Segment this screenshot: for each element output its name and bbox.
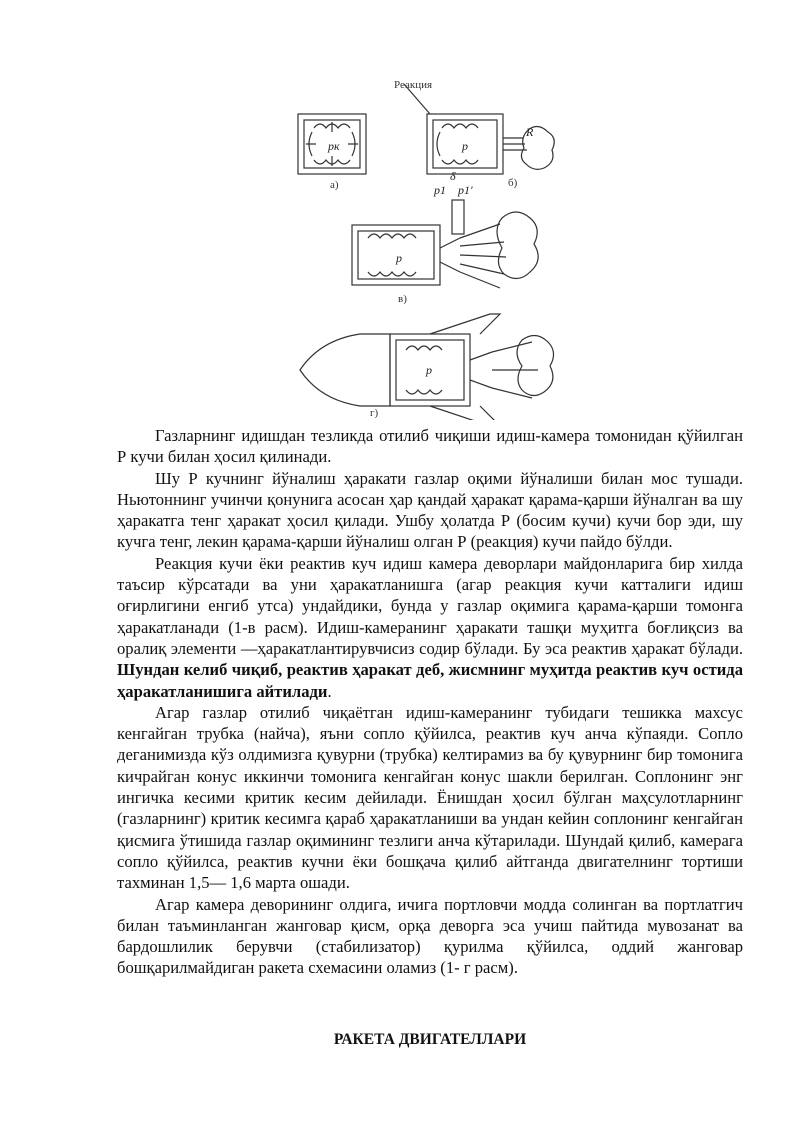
- label-p-b: p: [462, 139, 468, 153]
- paragraph-3: [117, 553, 743, 702]
- label-p-g: p: [426, 363, 432, 377]
- rocket-diagram: [270, 70, 570, 420]
- label-p-v: p: [396, 251, 402, 265]
- paragraph-4: Агар газлар отилиб чиқаётган идиш-камеранинг тубидаги тешикка махсус кенгайган трубка (найча), яъни сопло қўйилса, реактив куч анча кўпаяди. Сопло деганимизда кўз олдимизга қувурни (трубка) келтирамиз ва бу қувурнинг бир томонига кичрайган конус иккинчи томонига кенгайган конус шакли берилган. Соплонинг энг ингичка кесими критик кесим дейилади. Ёнишдан ҳосил бўлган маҳсулотларнинг (газларнинг) критик кесимга қараб ҳаракатланиши ва ундан кейин соплонинг кенгайган қисмига ўтишида газлар оқимининг тезлиги анча кўтарилади. Шундай қилиб, камерага сопло қўйилса, реактив кучни ёки бошқача қилиб айтганда двигателнинг тортиши тахминан 1,5— 1,6 марта ошади.: [117, 702, 743, 893]
- label-p1-prime: p1': [458, 183, 473, 197]
- caption-g: г): [370, 407, 379, 419]
- caption-b: б): [508, 177, 518, 189]
- reactive-motion-definition: Шундан келиб чиқиб, реактив ҳаракат деб, жисмнинг муҳитда реактив куч остида ҳаракатланишига айтилади: [117, 660, 743, 701]
- caption-v: в): [398, 293, 407, 305]
- vessel-v: [352, 200, 538, 288]
- caption-a: а): [330, 179, 339, 191]
- paragraph-2: Шу Р кучнинг йўналиш ҳаракати газлар оқими йўналиши билан мос тушади. Ньютоннинг учинчи қонунига асосан ҳар қандай ҳаракат қарама-қарши йўналган ва шу ҳаракатга тенг ҳаракат ҳосил қилади. Ушбу ҳолатда Р (босим кучи) кучи бор эди, шу кучга тенг, лекин қарама-қарши йўналиш олган Р (реакция) кучи пайдо бўлди.: [117, 468, 743, 552]
- label-pk: pк: [328, 139, 340, 153]
- paragraph-5: Агар камера деворининг олдига, ичига портловчи модда солинган ва портлатгич билан таъминланган жанговар қисм, орқа деворга эса учиш пайтида мувозанат ва бардошлилик берувчи (стабилизатор) қурилма қўйилса, оддий жанговар бошқарилмайдиган ракета схемасини оламиз (1- г расм).: [117, 894, 743, 978]
- paragraph-3-start: Реакция кучи ёки реактив куч идиш камера деворлари майдонларига бир хилда таъсир кўрсатади ва уни ҳаракатланишга (агар реакция кучи катталиги идиш оғирлигини енгиб утса) ундайдики, бунда у газлар оқимига қарама-қарши томонга ҳаракатланади (1-в расм). Идиш-камеранинг ҳаракати ташқи муҳитга боғлиқсиз ва оралиқ элементи —ҳаракатлантирувчисиз содир бўлади. Бу эса реактив ҳаракат бўлади.: [117, 553, 743, 658]
- paragraph-3-end: .: [327, 681, 332, 701]
- paragraph-1: Газларнинг идишдан тезликда отилиб чиқиши идиш-камера томонидан қўйилган Р кучи билан ҳосил қилинади.: [117, 426, 743, 467]
- body-text: [117, 425, 743, 979]
- label-r: R: [526, 125, 534, 139]
- callout-label: Реакция: [394, 79, 433, 91]
- label-delta: δ: [450, 169, 456, 183]
- section-heading: РАКЕТА ДВИГАТЕЛЛАРИ: [333, 1031, 527, 1048]
- label-p1: p1: [434, 183, 446, 197]
- rocket-diagram-figure: [270, 70, 570, 420]
